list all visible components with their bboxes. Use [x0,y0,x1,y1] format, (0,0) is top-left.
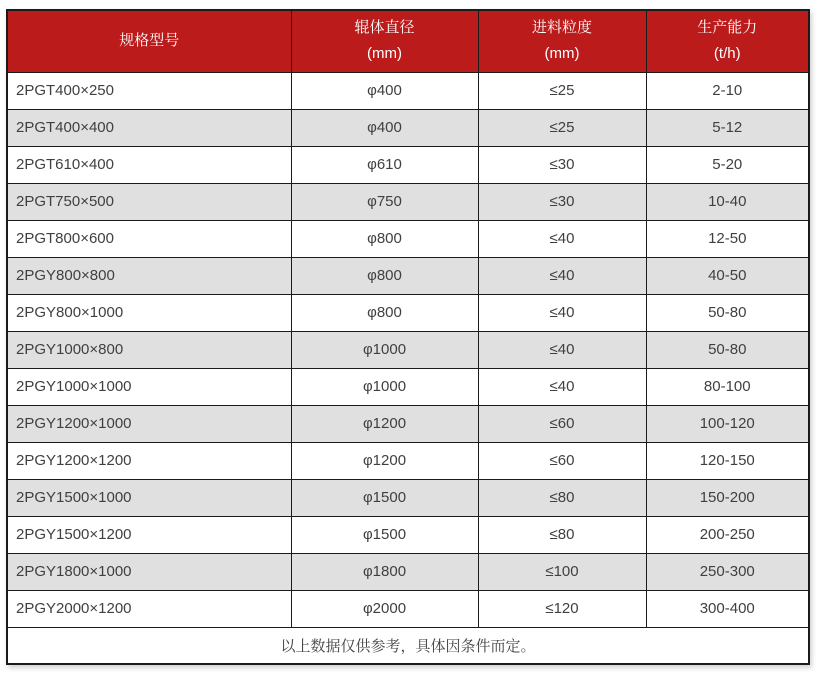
feed-size-cell: ≤40 [478,294,646,331]
feed-size-cell: ≤25 [478,109,646,146]
capacity-cell: 5-12 [646,109,809,146]
feed-size-cell: ≤40 [478,257,646,294]
model-cell: 2PGT400×250 [7,72,291,109]
spec-table-container [6,9,810,665]
feed-size-cell: ≤120 [478,590,646,627]
table-row [7,590,809,627]
diameter-cell: φ2000 [291,590,478,627]
diameter-cell: φ1000 [291,368,478,405]
table-row [7,516,809,553]
column-header-feed-size-label: 进料粒度 [531,19,592,37]
capacity-cell: 50-80 [646,331,809,368]
feed-size-cell: ≤40 [478,331,646,368]
table-row [7,146,809,183]
model-cell: 2PGY1000×800 [7,331,291,368]
footnote: 以上数据仅供参考，具体因条件而定。 [7,627,809,664]
column-header-model [7,10,291,72]
model-cell: 2PGY800×1000 [7,294,291,331]
model-cell: 2PGY2000×1200 [7,590,291,627]
capacity-cell: 200-250 [646,516,809,553]
table-row [7,405,809,442]
diameter-cell: φ750 [291,183,478,220]
diameter-cell: φ800 [291,220,478,257]
column-header-feed-size [478,10,646,72]
feed-size-cell: ≤80 [478,516,646,553]
capacity-cell: 100-120 [646,405,809,442]
footnote-row [7,627,809,664]
header-row [7,10,809,72]
table-row [7,109,809,146]
diameter-cell: φ610 [291,146,478,183]
capacity-cell: 5-20 [646,146,809,183]
column-header-diameter [291,10,478,72]
table-row [7,331,809,368]
diameter-cell: φ1800 [291,553,478,590]
column-header-capacity [646,10,809,72]
diameter-cell: φ1500 [291,516,478,553]
column-header-model-label: 规格型号 [119,32,180,50]
table-row [7,294,809,331]
model-cell: 2PGY1500×1000 [7,479,291,516]
model-cell: 2PGY1000×1000 [7,368,291,405]
column-header-capacity-label: 生产能力 [697,19,758,37]
table-row [7,220,809,257]
capacity-cell: 50-80 [646,294,809,331]
capacity-cell: 2-10 [646,72,809,109]
table-row [7,479,809,516]
diameter-cell: φ800 [291,294,478,331]
feed-size-cell: ≤30 [478,183,646,220]
model-cell: 2PGY1800×1000 [7,553,291,590]
model-cell: 2PGY1200×1000 [7,405,291,442]
model-cell: 2PGT800×600 [7,220,291,257]
capacity-cell: 80-100 [646,368,809,405]
feed-size-cell: ≤100 [478,553,646,590]
model-cell: 2PGT750×500 [7,183,291,220]
capacity-cell: 12-50 [646,220,809,257]
diameter-cell: φ400 [291,72,478,109]
capacity-cell: 300-400 [646,590,809,627]
feed-size-cell: ≤60 [478,405,646,442]
spec-table-body [7,72,809,627]
diameter-cell: φ400 [291,109,478,146]
column-header-diameter-label: 辊体直径 [354,19,415,37]
capacity-cell: 250-300 [646,553,809,590]
capacity-cell: 10-40 [646,183,809,220]
feed-size-cell: ≤30 [478,146,646,183]
feed-size-cell: ≤80 [478,479,646,516]
feed-size-cell: ≤25 [478,72,646,109]
column-header-capacity-unit: (t/h) [713,45,741,63]
capacity-cell: 150-200 [646,479,809,516]
model-cell: 2PGY1500×1200 [7,516,291,553]
spec-table [6,9,810,665]
feed-size-cell: ≤60 [478,442,646,479]
table-row [7,442,809,479]
spec-table-header [7,10,809,72]
table-row [7,72,809,109]
diameter-cell: φ1200 [291,405,478,442]
feed-size-cell: ≤40 [478,368,646,405]
spec-table-footer [7,627,809,664]
column-header-feed-size-unit: (mm) [544,45,580,63]
diameter-cell: φ800 [291,257,478,294]
model-cell: 2PGT400×400 [7,109,291,146]
capacity-cell: 120-150 [646,442,809,479]
table-row [7,368,809,405]
model-cell: 2PGY1200×1200 [7,442,291,479]
column-header-diameter-unit: (mm) [367,45,402,63]
model-cell: 2PGY800×800 [7,257,291,294]
model-cell: 2PGT610×400 [7,146,291,183]
feed-size-cell: ≤40 [478,220,646,257]
capacity-cell: 40-50 [646,257,809,294]
diameter-cell: φ1200 [291,442,478,479]
table-row [7,257,809,294]
table-row [7,553,809,590]
diameter-cell: φ1000 [291,331,478,368]
diameter-cell: φ1500 [291,479,478,516]
table-row [7,183,809,220]
